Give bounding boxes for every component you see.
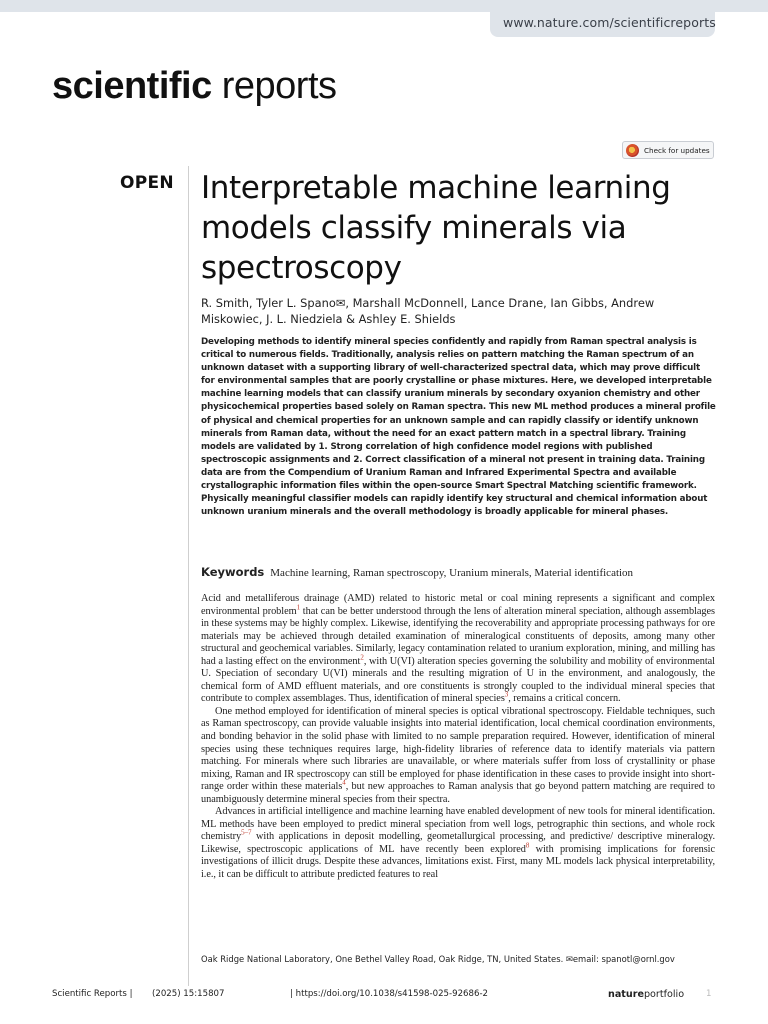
- publisher-logo-light: portfolio: [643, 989, 685, 1000]
- crossmark-icon: [626, 144, 639, 157]
- body-text-run: , remains a critical concern.: [508, 693, 621, 705]
- body-text-run: One method employed for identification of mineral species is optical vibrational spectroscopy. Fieldable techniques, such as Raman spectroscopy, can provide valuable insights into material identification, local chemical coordination environments, and bonding behavior in the solid phase with limited to no sample preparation required. However, identification of mineral species using these techniques requires large, high-fidelity libraries of reference data to identify materials via pattern matching. For minerals where such libraries are unavailable, or where materials suffer from loss of crystallinity or phase mixing, Raman and IR spectroscopy can still be employed for phase identification in these cases to provide insight into short-range order within these materials: [201, 705, 715, 793]
- journal-logo-light: reports: [221, 65, 337, 107]
- journal-logo-bold: scientific: [52, 65, 212, 107]
- publisher-logo-bold: nature: [608, 989, 644, 1000]
- doi-link[interactable]: | https://doi.org/10.1038/s41598-025-92686-2: [290, 989, 489, 999]
- author-list: R. Smith, Tyler L. Spano✉, Marshall McDonnell, Lance Drane, Ian Gibbs, Andrew Miskowiec, J. L. Niedziela & Ashley E. Shields: [201, 296, 655, 326]
- body-text-run: that can be better understood through the lens of alteration mineral speciation, although assemblages in these systems may be highly complex. Likewise, identifying the recoverability and appropriate processing pathways for ore materials may be achieved through detailed examination of mineralogical constituents of deposits, among many other structural and geochemical variables. Similarly, legacy contamination related to uranium exploration, mining, and milling has had a lasting effect on the environment: [201, 605, 715, 667]
- check-for-updates-label: Check for updates: [644, 145, 710, 155]
- footer-journal: Scientific Reports |: [52, 989, 133, 999]
- keywords: [201, 565, 716, 579]
- body-paragraph: [201, 706, 715, 806]
- article-title: Interpretable machine learning models classify minerals via spectroscopy: [201, 170, 671, 286]
- keywords-list: Machine learning, Raman spectroscopy, Uranium minerals, Material identification: [270, 567, 634, 579]
- journal-logo: [52, 64, 337, 108]
- page-footer: [52, 989, 715, 1005]
- margin-rule: [188, 166, 189, 986]
- reference-link[interactable]: 3: [504, 690, 509, 699]
- keywords-label: Keywords: [201, 565, 265, 579]
- reference-link[interactable]: 5–7: [241, 828, 252, 837]
- reference-link[interactable]: 2: [360, 653, 364, 662]
- abstract: Developing methods to identify mineral species confidently and rapidly from Raman spectral analysis is critical to numerous fields. Traditionally, analysis relies on pattern matching the Raman spectrum of an unknown dataset with a supporting library of well-characterized spectral data, which may prove difficult for environmental samples that are poorly crystalline or phase mixtures. Here, we developed interpretable machine learning models that can classify uranium minerals by secondary oxyanion chemistry and other physicochemical properties based solely on Raman spectra. This new ML method produces a mineral profile of physical and chemical properties for an unknown sample and can rapidly classify or identify unknown minerals from Raman data, without the need for an exact pattern match in a spectral library. Training models are validated by 1. Strong correlation of high confidence model regions with published spectroscopic assignments and 2. Correct classification of a mineral not present in training data. Training data are from the Compendium of Uranium Raman and Infrared Experimental Spectra and available crystallographic information files within the open-source Smart Spectral Matching scientific framework. Physically meaningful classifier models can rapidly identify key structural and chemical information about unknown uranium minerals and the overall methodology is broadly applicable for mineral phases.: [201, 337, 716, 518]
- footer-citation: (2025) 15:15807: [152, 989, 225, 999]
- body-text: [201, 593, 715, 882]
- body-text-run: Acid and metalliferous drainage (AMD) related to historic metal or coal mining represents a significant and complex environmental problem: [201, 593, 715, 617]
- reference-link[interactable]: 8: [525, 841, 530, 850]
- body-text-run: Advances in artificial intelligence and machine learning have enabled development of new tools for mineral identification. ML methods have been employed to predict mineral speciation from well logs, petrographic thin sections, and whole rock chemistry: [201, 806, 715, 843]
- body-paragraph: [201, 593, 715, 706]
- body-text-run: , but new approaches to Raman analysis that go beyond pattern matching are required to unambiguously determine mineral species from their spectra.: [201, 781, 715, 805]
- journal-url-link[interactable]: www.nature.com/scientificreports: [503, 15, 716, 30]
- body-text-run: , with U(VI) alteration species governing the solubility and mobility of environmental U. Speciation of secondary U(VI) minerals and the resulting migration of U in the environment, and analogously, the chemical form of AMD effluent materials, and ore constituents is strongly coupled to the individual mineral species that contribute to complex assemblages. Thus, identification of mineral species: [201, 655, 715, 705]
- top-banner: [0, 0, 768, 12]
- reference-link[interactable]: 4: [342, 778, 346, 787]
- open-access-label: OPEN: [120, 173, 174, 193]
- publisher-logo: [608, 989, 684, 1000]
- check-for-updates-button[interactable]: [622, 141, 714, 159]
- affiliation: Oak Ridge National Laboratory, One Bethel Valley Road, Oak Ridge, TN, United States. ✉email: spanotl@ornl.gov: [201, 954, 675, 964]
- body-paragraph: [201, 806, 715, 881]
- reference-link[interactable]: 1: [296, 603, 301, 612]
- body-text-run: with promising implications for forensic investigations of illicit drugs. Despite these advances, limitations exist. First, many ML models lack physical interpretability, i.e., it can be difficult to attribute predicted features to real: [201, 843, 715, 881]
- body-text-run: with applications in deposit modelling, geometallurgical processing, and predictive/ descriptive mineralogy. Likewise, spectroscopic applications of ML have recently been explored: [201, 831, 715, 855]
- page-number: 1: [706, 989, 712, 999]
